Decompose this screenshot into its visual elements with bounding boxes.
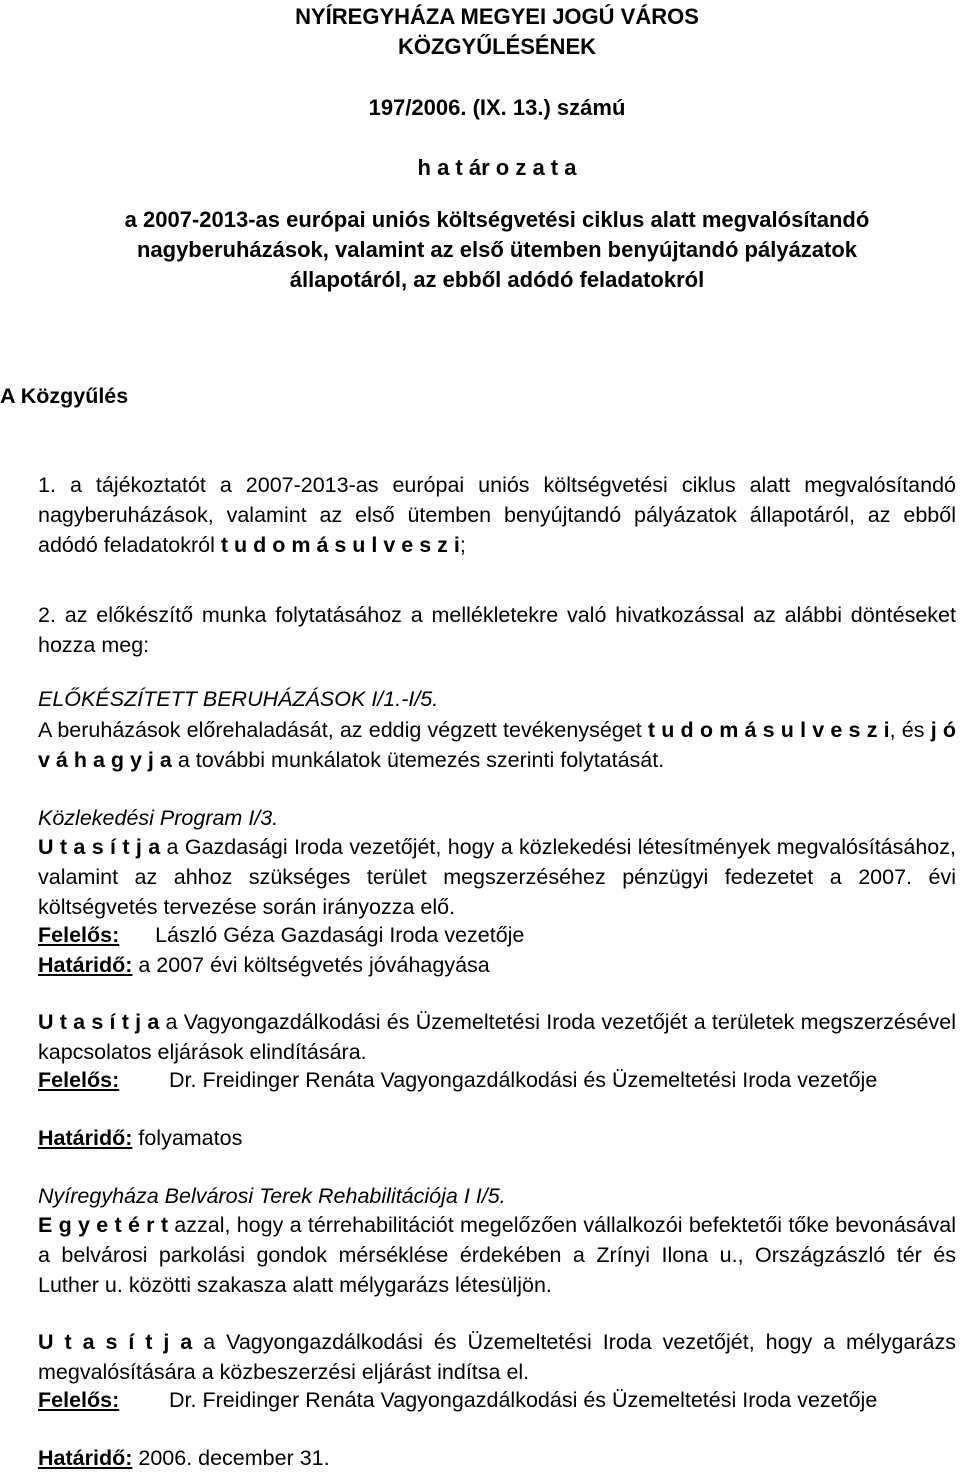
section-4-verb-2: U t a s í t j a (38, 1330, 193, 1354)
deadline-value: a 2007 évi költségvetés jóváhagyása (138, 953, 490, 977)
section-4-deadline (38, 1443, 956, 1473)
section-4-responsible (38, 1385, 956, 1415)
section-2-verb: U t a s í t j a (38, 835, 161, 859)
section-3-verb: U t a s í t j a (38, 1010, 160, 1034)
point-1-decision: t u d o m á s u l v e s z i (220, 533, 460, 557)
subject-line-3: állapotáról, az ebből adódó feladatokról (289, 267, 705, 292)
section-2-heading: Közlekedési Program I/3. (38, 806, 279, 830)
point-2 (38, 600, 956, 660)
section-2-text (38, 832, 956, 922)
section-1-heading: ELŐKÉSZÍTETT BERUHÁZÁSOK I/1.-I/5. (38, 687, 439, 711)
deadline-value: 2006. december 31. (138, 1446, 330, 1470)
section-4-body-2: a Vagyongazdálkodási és Üzemeltetési Iroda vezetőjét, hogy a mélygarázs megvalósítására a közbeszerzési eljárást indítsa el. (38, 1330, 956, 1384)
deadline-value: folyamatos (138, 1126, 243, 1150)
section-1-part-2: , és (889, 718, 925, 742)
section-4-body-1: azzal, hogy a térrehabilitációt megelőzően vállalkozói befektetői tőke bevonásával a belvárosi parkolási gondok mérséklése érdekében a Zrínyi Ilona u., Országzászló tér és Luther u. közötti szakasza alatt mélygarázs létesüljön. (38, 1213, 956, 1297)
document-type: h a t ár o z a t a (417, 155, 577, 180)
point-1 (38, 470, 956, 560)
responsible-label: Felelős: (38, 923, 120, 947)
section-4-heading: Nyíregyháza Belvárosi Terek Rehabilitációja I I/5. (38, 1184, 506, 1208)
section-2-deadline (38, 950, 956, 980)
responsible-value: Dr. Freidinger Renáta Vagyongazdálkodási és Üzemeltetési Iroda vezetője (169, 1388, 878, 1412)
responsible-value: László Géza Gazdasági Iroda vezetője (155, 923, 525, 947)
section-1-part-1: A beruházások előrehaladását, az eddig végzett tevékenységet (38, 718, 642, 742)
subject-line-1: a 2007-2013-as európai uniós költségvetési ciklus alatt megvalósítandó (124, 207, 870, 232)
section-1-decision-2: j ó v á h a g y j a (38, 718, 956, 772)
title-line-1: NYÍREGYHÁZA MEGYEI JOGÚ VÁROS (295, 4, 699, 29)
title-line-2: KÖZGYŰLÉSÉNEK (397, 34, 597, 59)
responsible-label: Felelős: (38, 1068, 120, 1092)
section-1-part-3: a további munkálatok ütemezés szerinti folytatását. (177, 748, 665, 772)
section-4-verb-1: E g y e t é r t (38, 1213, 168, 1237)
section-3-body: a Vagyongazdálkodási és Üzemeltetési Iroda vezetőjét a területek megszerzésével kapcsolatos eljárások elindítására. (38, 1010, 956, 1064)
point-1-text: a tájékoztatót a 2007-2013-as európai uniós költségvetési ciklus alatt megvalósítandó nagyberuházások, valamint az első ütemben benyújtandó pályázatok állapotáról, az ebből adódó feladatokról (38, 473, 956, 557)
point-2-text: az előkészítő munka folytatásához a mellékletekre való hivatkozással az alábbi döntéseket hozza meg: (38, 603, 956, 657)
section-2-responsible (38, 920, 956, 950)
section-3-text (38, 1007, 956, 1067)
section-2-body: a Gazdasági Iroda vezetőjét, hogy a közlekedési létesítmények megvalósításához, valamint az ahhoz szükséges terület megszerzéséhez pénzügyi fedezetet a 2007. évi költségvetés tervezése során irányozza elő. (38, 835, 956, 919)
section-3-responsible (38, 1065, 956, 1095)
resolution-number: 197/2006. (IX. 13.) számú (368, 95, 626, 120)
deadline-label: Határidő: (38, 1126, 133, 1150)
point-2-number: 2. (38, 603, 56, 627)
section-1-text (38, 715, 956, 775)
deadline-label: Határidő: (38, 953, 133, 977)
responsible-label: Felelős: (38, 1388, 120, 1412)
point-1-end: ; (459, 533, 466, 557)
subject-line-2: nagyberuházások, valamint az első ütemben benyújtandó pályázatok (136, 237, 858, 262)
section-1-decision-1: t u d o m á s u l v e s z i (647, 718, 890, 742)
responsible-value: Dr. Freidinger Renáta Vagyongazdálkodási és Üzemeltetési Iroda vezetője (169, 1068, 878, 1092)
section-3-deadline (38, 1123, 956, 1153)
assembly-heading: A Közgyűlés (0, 384, 129, 408)
section-4-text-1 (38, 1210, 956, 1300)
point-1-number: 1. (38, 473, 56, 497)
section-4-text-2 (38, 1327, 956, 1387)
deadline-label: Határidő: (38, 1446, 133, 1470)
